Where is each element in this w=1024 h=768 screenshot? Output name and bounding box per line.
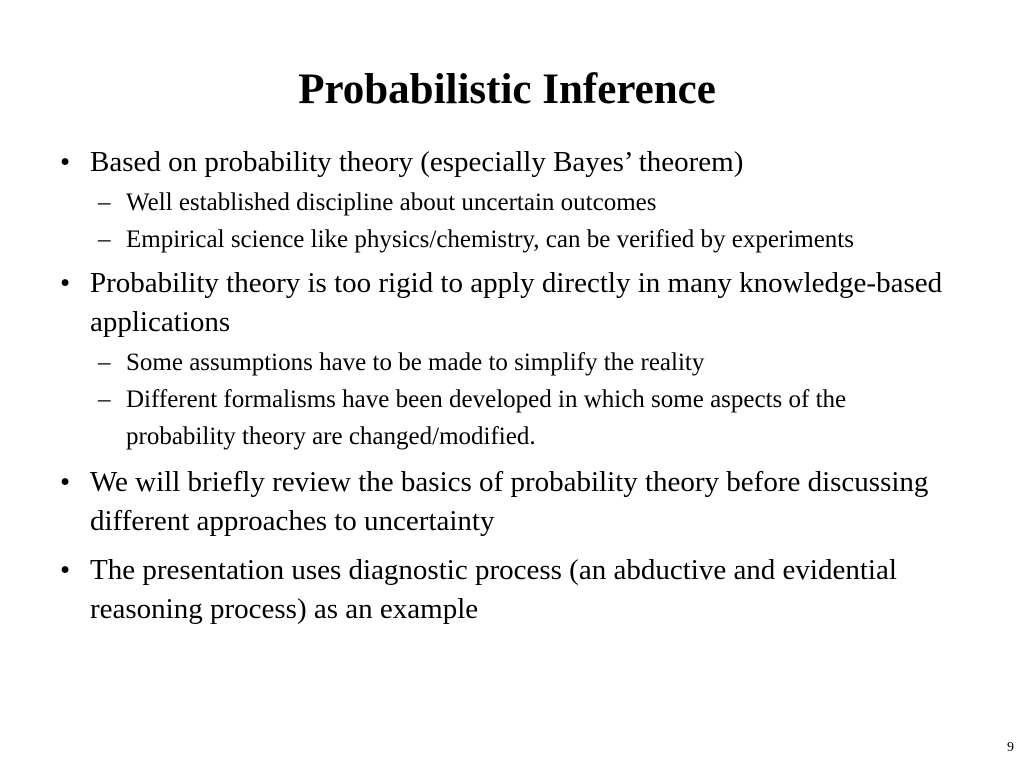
- sub-bullet-item: [98, 381, 960, 455]
- bullet-item: [60, 264, 960, 342]
- bullet-text: The presentation uses diagnostic process (an abductive and evidential reasoning process) as an example: [90, 554, 897, 625]
- bullet-text: We will briefly review the basics of probability theory before discussing different approaches to uncertainty: [90, 466, 929, 537]
- sub-bullet-marker: –: [98, 386, 111, 413]
- sub-bullet-list: [60, 184, 960, 258]
- sub-bullet-text: Different formalisms have been developed in which some aspects of the probability theory are changed/modified.: [126, 386, 847, 450]
- page-number: 9: [1007, 740, 1014, 755]
- bullet-list: [60, 143, 960, 629]
- slide-title: Probabilistic Inference: [298, 66, 716, 113]
- sub-bullet-item: [98, 184, 960, 221]
- bullet-marker: •: [60, 554, 71, 586]
- bullet-marker: •: [60, 466, 71, 498]
- sub-bullet-text: Empirical science like physics/chemistry, can be verified by experiments: [126, 226, 854, 253]
- sub-bullet-item: [98, 221, 960, 258]
- bullet-item: [60, 143, 960, 182]
- bullet-marker: •: [60, 146, 71, 178]
- bullet-item: [60, 551, 960, 629]
- bullet-text: Based on probability theory (especially Bayes’ theorem): [90, 146, 744, 178]
- sub-bullet-marker: –: [98, 226, 111, 253]
- sub-bullet-list: [60, 344, 960, 455]
- bullet-text: Probability theory is too rigid to apply directly in many knowledge-based applications: [90, 267, 943, 338]
- sub-bullet-marker: –: [98, 189, 111, 216]
- bullet-item: [60, 463, 960, 541]
- sub-bullet-text: Some assumptions have to be made to simplify the reality: [126, 349, 705, 376]
- sub-bullet-marker: –: [98, 349, 111, 376]
- sub-bullet-item: [98, 344, 960, 381]
- sub-bullet-text: Well established discipline about uncertain outcomes: [126, 189, 657, 216]
- bullet-marker: •: [60, 267, 71, 299]
